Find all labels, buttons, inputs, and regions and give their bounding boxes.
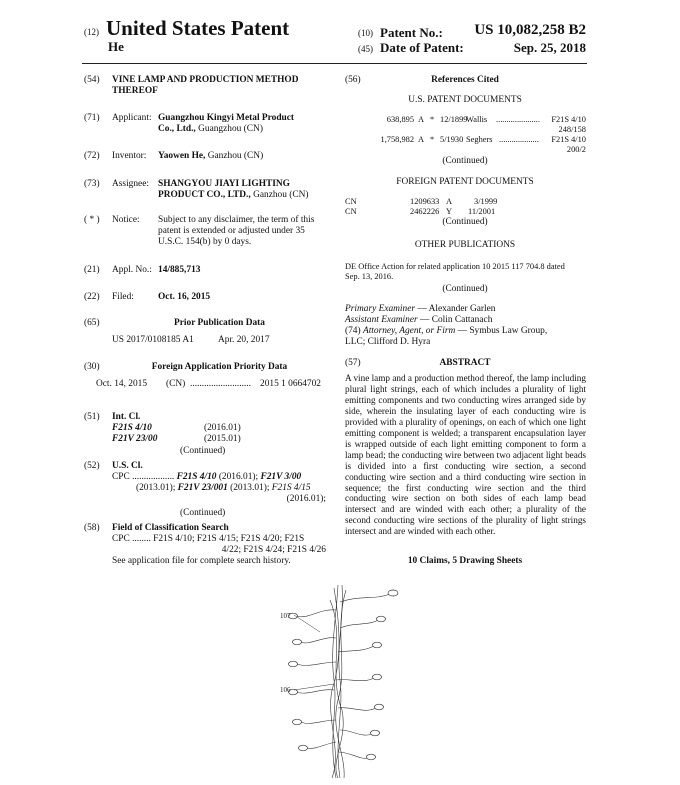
foreign-doc-2-no: 2462226 — [410, 207, 440, 216]
attorney-name: — Symbus Law Group, — [455, 326, 548, 336]
see-application-note: See application file for complete search history. — [112, 556, 291, 566]
primary-examiner-label: Primary Examiner — [345, 304, 416, 314]
code-22: (22) — [84, 292, 100, 302]
us-doc-1-dots: ..................... — [496, 115, 540, 124]
foreign-doc-2-kind: Y — [446, 207, 453, 216]
us-doc-1-class: F21S 4/10 — [551, 115, 586, 124]
field-search-label: Field of Classification Search — [112, 523, 229, 533]
attorney-name-2: LLC; Clifford D. Hyra — [345, 337, 431, 347]
code-30: (30) — [84, 362, 100, 372]
us-doc-2-kind: A — [418, 135, 425, 144]
foreign-doc-1-no: 1209633 — [410, 197, 440, 206]
prior-pub-date: Apr. 20, 2017 — [218, 335, 270, 345]
invention-title-1: VINE LAMP AND PRODUCTION METHOD — [112, 75, 299, 85]
patent-number: US 10,082,258 B2 — [474, 22, 586, 38]
assistant-examiner-name: — Colin Cattanach — [417, 315, 493, 325]
patent-date: Sep. 25, 2018 — [513, 40, 586, 55]
code-52: (52) — [84, 461, 100, 471]
field-search-cpc-2: 4/22; F21S 4/24; F21S 4/26 — [221, 545, 326, 555]
us-doc-1-star: * — [430, 115, 435, 124]
foreign-doc-1-kind: A — [446, 197, 453, 206]
intcl-1-version: (2016.01) — [204, 423, 241, 433]
date-label: Date of Patent: — [380, 40, 464, 55]
notice-label: Notice: — [112, 215, 140, 225]
foreign-doc-2-country: CN — [345, 207, 357, 216]
fp-number: 2015 1 0664702 — [260, 379, 321, 389]
uscl-continued: (Continued) — [180, 508, 226, 518]
appl-no-label: Appl. No.: — [112, 265, 152, 275]
us-doc-2-class: F21S 4/10 — [551, 135, 586, 144]
code-73: (73) — [84, 179, 100, 189]
appl-no: 14/885,713 — [158, 265, 201, 275]
foreign-docs-heading: FOREIGN PATENT DOCUMENTS — [396, 177, 534, 187]
header-rule — [82, 63, 587, 64]
other-pub-line-1: DE Office Action for related application 10 2015 117 704.8 dated — [345, 262, 565, 271]
cpc-4-version: (2016.01); — [286, 494, 326, 504]
cpc-line-2 — [136, 483, 326, 494]
code-54: (54) — [84, 75, 100, 85]
other-pubs-heading: OTHER PUBLICATIONS — [414, 240, 516, 250]
foreign-doc-1-date: 3/1999 — [474, 197, 498, 206]
assistant-examiner — [345, 315, 492, 326]
intcl-continued: (Continued) — [180, 446, 226, 456]
other-pubs-continued: (Continued) — [442, 284, 488, 294]
code-51: (51) — [84, 412, 100, 422]
assignee-name-2: PRODUCT CO., LTD., — [158, 190, 251, 200]
us-docs-continued: (Continued) — [442, 156, 488, 166]
abstract-heading: ABSTRACT — [439, 358, 491, 368]
applicant-label: Applicant: — [112, 113, 152, 123]
foreign-docs-continued: (Continued) — [442, 217, 488, 227]
notice-text-1: Subject to any disclaimer, the term of this — [158, 215, 315, 225]
us-doc-2-date: 5/1930 — [440, 135, 464, 144]
code-56: (56) — [345, 75, 361, 85]
applicant-name-1: Guangzhou Kingyi Metal Product — [158, 113, 295, 123]
ref-label-107: 107 — [280, 612, 291, 620]
us-doc-1-name: Wallis — [466, 115, 488, 124]
invention-title-2: THEREOF — [112, 86, 158, 96]
inventor-label: Inventor: — [112, 151, 147, 161]
inventor-short: He — [108, 39, 124, 54]
assistant-examiner-label: Assistant Examiner — [345, 315, 418, 325]
cpc-line-1 — [112, 472, 326, 483]
fp-dots: .......................... — [190, 379, 251, 389]
us-doc-1-kind: A — [418, 115, 425, 124]
code-12: (12) — [84, 27, 99, 37]
intcl-1: F21S 4/10 — [112, 423, 152, 433]
inventor-name: Yaowen He, — [158, 151, 206, 161]
references-heading: References Cited — [431, 75, 499, 85]
code-notice: ( * ) — [84, 215, 100, 225]
us-docs-heading: U.S. PATENT DOCUMENTS — [408, 95, 522, 105]
us-doc-2-no: 1,758,982 — [380, 135, 414, 144]
cpc-3-version: (2013.01); — [230, 483, 270, 493]
us-doc-2-name: Seghers — [466, 135, 493, 144]
notice-text-2: patent is extended or adjusted under 35 — [158, 226, 305, 236]
code-72: (72) — [84, 151, 100, 161]
foreign-doc-1-country: CN — [345, 197, 357, 206]
primary-examiner-name: — Alexander Garlen — [415, 304, 496, 314]
cpc-2: F21V 3/00 — [260, 472, 302, 482]
code-65: (65) — [84, 318, 100, 328]
us-doc-1-no: 638,895 — [386, 115, 414, 124]
filed-label: Filed: — [112, 292, 134, 302]
assignee-location: Ganzhou (CN) — [250, 190, 309, 200]
code-10: (10) — [358, 28, 373, 38]
notice-text-3: U.S.C. 154(b) by 0 days. — [158, 237, 252, 247]
us-doc-1-class-2: 248/158 — [558, 125, 586, 134]
inventor-location: Ganzhou (CN) — [205, 151, 264, 161]
assignee-name-1: SHANGYOU JIAYI LIGHTING — [158, 179, 290, 189]
intcl-2-version: (2015.01) — [204, 434, 241, 444]
applicant-location: Guangzhou (CN) — [195, 124, 263, 134]
code-57: (57) — [345, 358, 361, 368]
cpc-3: F21V 23/001 — [177, 483, 228, 493]
filed-date: Oct. 16, 2015 — [158, 292, 211, 302]
foreign-doc-2-date: 11/2001 — [468, 207, 496, 216]
attorney-label: Attorney, Agent, or Firm — [362, 326, 456, 336]
code-21: (21) — [84, 265, 100, 275]
fp-date: Oct. 14, 2015 — [96, 379, 148, 389]
cpc-1-version: (2016.01); — [218, 472, 259, 482]
code-74: (74) — [345, 326, 363, 336]
intcl-2: F21V 23/00 — [112, 434, 158, 444]
vine-lamp-drawing — [250, 580, 430, 780]
cpc-1: F21S 4/10 — [176, 472, 217, 482]
ref-label-106: 106 — [280, 686, 291, 694]
attorney — [345, 326, 547, 337]
prior-pub-no: US 2017/0108185 A1 — [112, 335, 194, 345]
representative-drawing — [250, 580, 430, 780]
cpc-label: CPC — [112, 472, 130, 482]
uscl-label: U.S. Cl. — [112, 461, 143, 471]
us-doc-2-star: * — [430, 135, 435, 144]
patent-no-label: Patent No.: — [380, 25, 443, 40]
intcl-label: Int. Cl. — [112, 412, 141, 422]
abstract-text: A vine lamp and a production method thereof, the lamp including plural light strings, each of which includes a plurality of light emitting components and two conducting wires arranged side by side, wherein the insulating layer of each conducting wire is provided with a plurality of openings, on each of which one light emitting component is welded; a transparent encapsulation layer is wrapped outside of each light emitting component to form a lamp bead; the conducting wire between two adjacent light beads is divided into a first conducting wire section, a second conducting wire section and a third conducting wire section in sequence; the first conducting wire section and the third conducting wire section on both sides of each lamp bead intersect and are winded with each other; a plurality of the second conducting wire sections of the plurality of light strings intersect and are winded with each other. — [345, 373, 586, 537]
document-title: United States Patent — [106, 16, 290, 40]
applicant-name-2: Co., Ltd., — [158, 124, 196, 134]
fp-country: (CN) — [166, 379, 186, 389]
us-doc-1-date: 12/1899 — [440, 115, 468, 124]
cpc-dots: .................. — [132, 472, 175, 482]
claims-summary: 10 Claims, 5 Drawing Sheets — [407, 556, 523, 566]
us-doc-2-dots: ................... — [499, 135, 539, 144]
field-search-cpc-1: CPC ........ F21S 4/10; F21S 4/15; F21S 4/20; F21S — [112, 534, 305, 544]
cpc-4: F21S 4/15 — [271, 483, 311, 493]
assignee-label: Assignee: — [112, 179, 149, 189]
prior-pub-heading: Prior Publication Data — [174, 318, 265, 328]
primary-examiner — [345, 304, 495, 315]
cpc-2-version: (2013.01); — [136, 483, 176, 493]
code-45: (45) — [358, 44, 373, 54]
us-doc-2-class-2: 200/2 — [566, 145, 586, 154]
code-58: (58) — [84, 523, 100, 533]
code-71: (71) — [84, 113, 100, 123]
other-pub-line-2: Sep. 13, 2016. — [345, 272, 394, 281]
foreign-priority-heading: Foreign Application Priority Data — [151, 362, 288, 372]
